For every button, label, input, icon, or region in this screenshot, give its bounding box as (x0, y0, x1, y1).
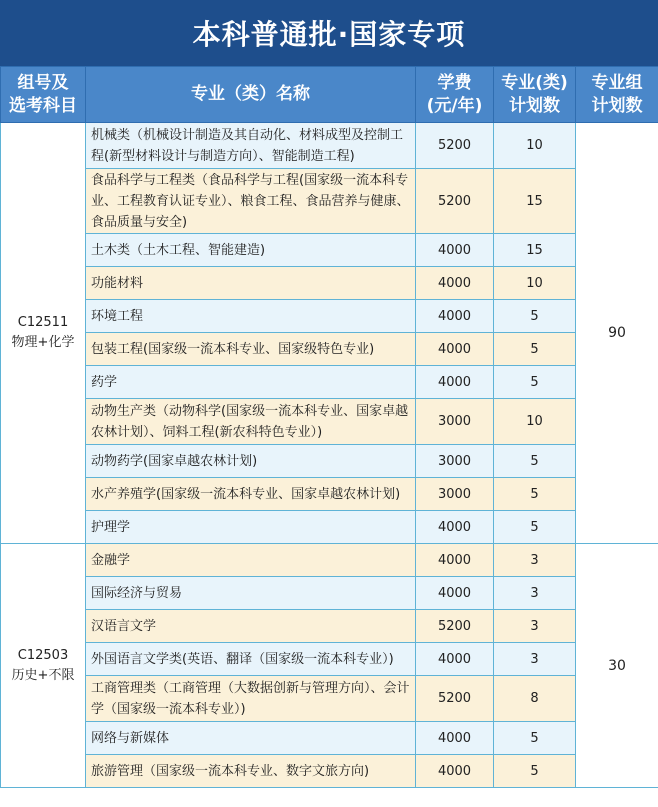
major-name: 国际经济与贸易 (86, 577, 416, 610)
major-name: 水产养殖学(国家级一流本科专业、国家卓越农林计划) (86, 478, 416, 511)
plan-cell: 5 (494, 300, 576, 333)
major-name: 旅游管理（国家级一流本科专业、数字文旅方向) (86, 755, 416, 788)
major-name: 金融学 (86, 544, 416, 577)
fee-cell: 4000 (416, 267, 494, 300)
table-row (1, 123, 658, 169)
plan-cell: 15 (494, 169, 576, 234)
group-total-cell: 90 (576, 123, 658, 544)
plan-cell: 10 (494, 123, 576, 169)
table-row (1, 478, 658, 511)
table-row (1, 544, 658, 577)
plan-cell: 5 (494, 511, 576, 544)
fee-cell: 4000 (416, 333, 494, 366)
major-name: 护理学 (86, 511, 416, 544)
admission-plan-table (0, 66, 658, 788)
fee-cell: 4000 (416, 643, 494, 676)
page-title: 本科普通批·国家专项 (0, 0, 658, 66)
plan-cell: 5 (494, 755, 576, 788)
major-name: 动物生产类（动物科学(国家级一流本科专业、国家卓越农林计划）、饲料工程(新农科特色专业）) (86, 399, 416, 445)
header-major: 专业（类）名称 (86, 67, 416, 123)
table-row (1, 755, 658, 788)
plan-cell: 3 (494, 577, 576, 610)
table-row (1, 511, 658, 544)
fee-cell: 4000 (416, 544, 494, 577)
major-name: 机械类（机械设计制造及其自动化、材料成型及控制工程(新型材料设计与制造方向）、智能制造工程) (86, 123, 416, 169)
plan-cell: 5 (494, 445, 576, 478)
table-row (1, 300, 658, 333)
plan-cell: 15 (494, 234, 576, 267)
major-name: 土木类（土木工程、智能建造) (86, 234, 416, 267)
fee-cell: 3000 (416, 445, 494, 478)
fee-cell: 4000 (416, 511, 494, 544)
plan-cell: 3 (494, 544, 576, 577)
major-name: 包装工程(国家级一流本科专业、国家级特色专业) (86, 333, 416, 366)
plan-cell: 5 (494, 722, 576, 755)
fee-cell: 3000 (416, 478, 494, 511)
table-row (1, 234, 658, 267)
fee-cell: 5200 (416, 610, 494, 643)
major-name: 药学 (86, 366, 416, 399)
header-plan: 专业(类) 计划数 (494, 67, 576, 123)
fee-cell: 5200 (416, 169, 494, 234)
plan-cell: 8 (494, 676, 576, 722)
table-row (1, 445, 658, 478)
table-row (1, 676, 658, 722)
group-cell: C12511 物理+化学 (1, 123, 86, 544)
table-row (1, 169, 658, 234)
header-group-plan: 专业组 计划数 (576, 67, 658, 123)
plan-cell: 5 (494, 366, 576, 399)
table-row (1, 577, 658, 610)
fee-cell: 4000 (416, 300, 494, 333)
table-row (1, 610, 658, 643)
plan-cell: 5 (494, 478, 576, 511)
header-fee: 学费 (元/年) (416, 67, 494, 123)
fee-cell: 4000 (416, 234, 494, 267)
table-row (1, 643, 658, 676)
table-row (1, 333, 658, 366)
fee-cell: 4000 (416, 577, 494, 610)
plan-cell: 10 (494, 267, 576, 300)
fee-cell: 4000 (416, 755, 494, 788)
group-cell: C12503 历史+不限 (1, 544, 86, 788)
major-name: 网络与新媒体 (86, 722, 416, 755)
major-name: 环境工程 (86, 300, 416, 333)
major-name: 食品科学与工程类（食品科学与工程(国家级一流本科专业、工程教育认证专业）、粮食工程、食品营养与健康、食品质量与安全) (86, 169, 416, 234)
major-name: 工商管理类（工商管理（大数据创新与管理方向）、会计学（国家级一流本科专业）) (86, 676, 416, 722)
fee-cell: 3000 (416, 399, 494, 445)
plan-cell: 5 (494, 333, 576, 366)
major-name: 动物药学(国家卓越农林计划) (86, 445, 416, 478)
fee-cell: 5200 (416, 676, 494, 722)
plan-cell: 3 (494, 610, 576, 643)
table-header-row (1, 67, 658, 123)
major-name: 汉语言文学 (86, 610, 416, 643)
plan-cell: 10 (494, 399, 576, 445)
group-total-cell: 30 (576, 544, 658, 788)
table-row (1, 722, 658, 755)
header-group: 组号及 选考科目 (1, 67, 86, 123)
fee-cell: 5200 (416, 123, 494, 169)
plan-cell: 3 (494, 643, 576, 676)
major-name: 外国语言文学类(英语、翻译（国家级一流本科专业）) (86, 643, 416, 676)
fee-cell: 4000 (416, 366, 494, 399)
table-row (1, 267, 658, 300)
fee-cell: 4000 (416, 722, 494, 755)
table-row (1, 366, 658, 399)
major-name: 功能材料 (86, 267, 416, 300)
table-row (1, 399, 658, 445)
